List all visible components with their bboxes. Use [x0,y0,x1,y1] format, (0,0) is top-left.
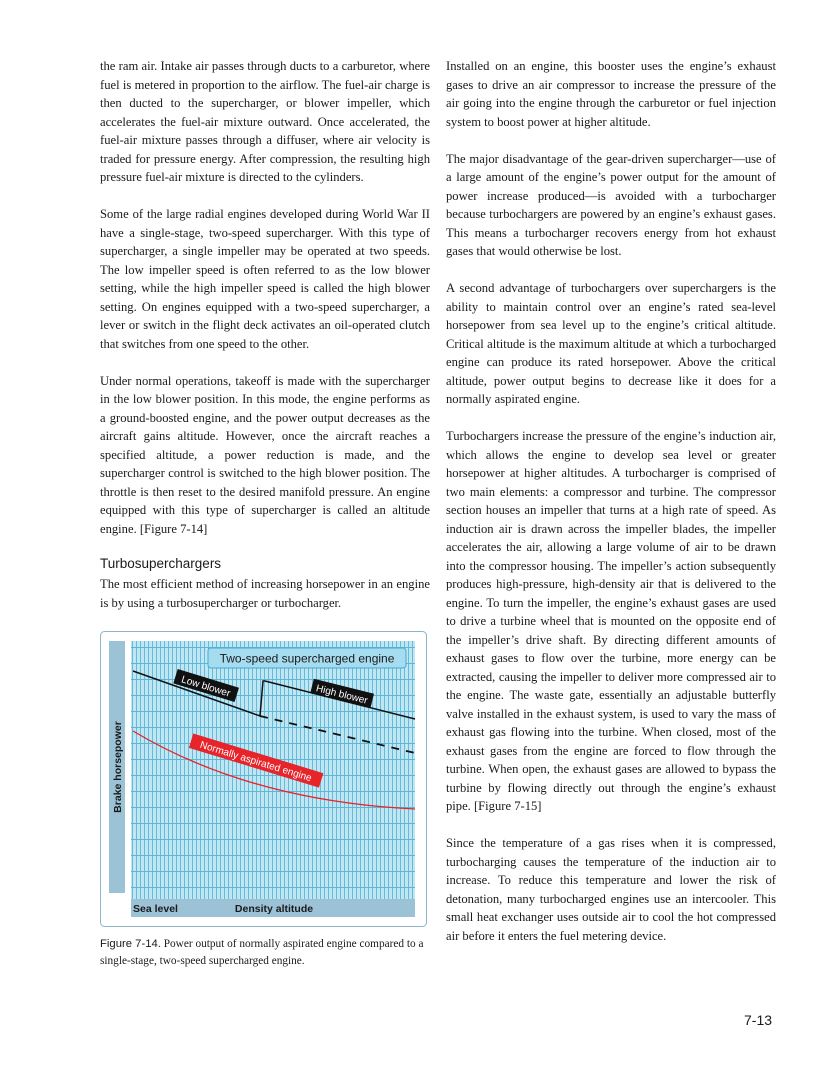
body-paragraph: the ram air. Intake air passes through ducts to a carburetor, where fuel is metered in proportion to the airflow. The fuel-air charge is then ducted to the supercharger, or blower impeller, which accelerates the fuel-air mixture outward. Once accelerated, the fuel-air mixture passes through a diffuser, where air velocity is traded for pressure energy. After compression, the resulting high pressure fuel-air mixture is directed to the cylinders. [100,59,430,184]
body-paragraph: The most efficient method of increasing horsepower in an engine is by using a turbosupercharger or turbocharger. [100,577,430,610]
high-blower-label: High blower [314,683,369,707]
body-paragraph: A second advantage of turbochargers over superchargers is the ability to maintain control over an engine’s rated sea-level horsepower from sea level up to the engine’s critical altitude. Critical altitude is the maximum altitude at which a turbocharged engine can produce its rated horsepower. Above the critical altitude, power output begins to decrease like it does for a normally aspirated engine. [446,281,776,406]
figure-graphic [100,631,427,927]
figure-caption-label: Figure 7-14. [100,938,161,950]
body-paragraph: Some of the large radial engines developed during World War II have a single-stage, two-speed supercharger. With this type of supercharger, a single impeller may be operated at two speeds. The low impeller speed is often referred to as the low blower setting, while the high impeller speed is called the high blower setting. On engines equipped with a two-speed supercharger, a lever or switch in the flight deck activates an oil-operated clutch that switches from one speed to the other. [100,207,430,351]
figure-caption-text: Power output of normally aspirated engine compared to a single-stage, two-speed supercharged engine. [100,938,424,967]
y-axis-label: Brake horsepower [112,721,124,813]
low-blower-label: Low blower [179,674,232,700]
section-heading: Turbosuperchargers [100,556,222,571]
normally-aspirated-label: Normally aspirated engine [198,739,313,785]
x-axis-label-density-altitude: Density altitude [234,903,314,915]
right-column [446,57,776,945]
x-axis-label-sea-level: Sea level [133,903,178,915]
body-paragraph: Under normal operations, takeoff is made with the supercharger in the low blower position. In this mode, the engine performs as a ground-boosted engine, and the power output decreases as the aircraft gains altitude. However, once the aircraft reaches a specified altitude, a power reduction is made, and the supercharger control is switched to the high blower position. The throttle is then reset to the desired manifold pressure. An engine equipped with this type of supercharger is called an altitude engine. [Figure 7-14] [100,373,430,536]
chart-title: Two-speed supercharged engine [219,651,395,666]
page-number: 7-13 [744,1012,773,1028]
left-column [100,57,430,612]
figure-7-14 [100,631,427,927]
body-paragraph: The major disadvantage of the gear-driven supercharger—use of a large amount of the engine’s power output for the amount of power increase produced—is avoided with a turbocharger because turbochargers are powered by an engine’s exhaust gases. This means a turbocharger recovers energy from hot exhaust gases that would otherwise be lost. [446,151,776,258]
body-paragraph: Since the temperature of a gas rises when it is compressed, turbocharging causes the temperature of the induction air to increase. To reduce this temperature and lower the risk of detonation, many turbocharged engines use an intercooler. This small heat exchanger uses outside air to cool the hot compressed air before it enters the fuel metering device. [446,836,776,943]
body-paragraph: Installed on an engine, this booster uses the engine’s exhaust gases to drive an air compressor to increase the pressure of the air going into the engine through the carburetor or fuel injection system to boost power at higher altitude. [446,59,776,129]
figure-caption [100,936,432,970]
body-paragraph: Turbochargers increase the pressure of the engine’s induction air, which allows the engine to develop sea level or greater horsepower at higher altitudes. A turbocharger is comprised of two main elements: a compressor and turbine. The compressor section houses an impeller that turns at a high rate of speed. As induction air is drawn across the impeller blades, the impeller accelerates the air, allowing a large volume of air to be drawn into the compressor housing. The impeller’s action subsequently produces high-pressure, high-density air that is delivered to the engine. To turn the impeller, the engine’s exhaust gases are used to drive a turbine wheel that is mounted on the opposite end of the impeller’s drive shaft. By directing different amounts of exhaust gases to flow over the turbine, more energy can be extracted, causing the impeller to deliver more compressed air to the engine. The waste gate, essentially an adjustable butterfly valve installed in the exhaust system, is used to vary the mass of exhaust gas flowing into the turbine. When closed, most of the exhaust gases from the engine are forced to flow through the turbine. When open, the exhaust gases are allowed to bypass the turbine by flowing directly out through the engine’s exhaust pipe. [Figure 7-15] [446,429,776,813]
